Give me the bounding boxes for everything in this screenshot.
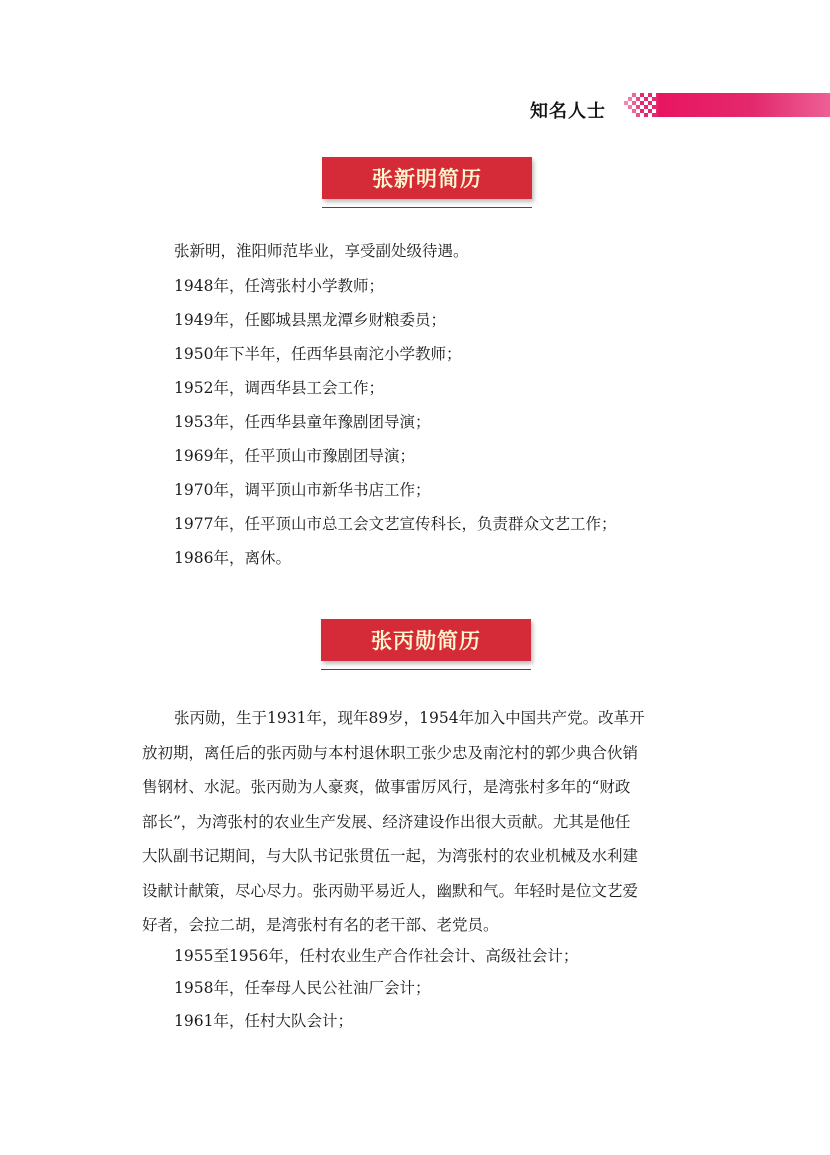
bio-line: 张新明，淮阳师范毕业，享受副处级待遇。 [174, 242, 469, 260]
paragraph-line: 大队副书记期间，与大队书记张贯伍一起，为湾张村的农业机械及水利建 [142, 847, 639, 865]
chapter-label: 知名人士 [530, 101, 606, 122]
bio-line: 1953年，任西华县童年豫剧团导演； [174, 413, 431, 431]
bio-line: 1955至1956年，任村农业生产合作社会计、高级社会计； [174, 947, 579, 965]
bio-line: 1948年，任湾张村小学教师； [174, 277, 384, 295]
section-title-rule [321, 669, 531, 670]
paragraph-line: 售钢材、水泥。张丙勋为人豪爽，做事雷厉风行，是湾张村多年的“财政 [142, 778, 631, 796]
section-title-zhang-xinming [322, 157, 532, 209]
header-accent-bar [658, 93, 830, 117]
bio-line: 1949年，任郾城县黑龙潭乡财粮委员； [174, 311, 446, 329]
bio-line: 1958年，任奉母人民公社油厂会计； [174, 979, 431, 997]
bio-line: 1969年，任平顶山市豫剧团导演； [174, 447, 415, 465]
section-title-text: 张丙勋简历 [371, 629, 481, 653]
section-title-text: 张新明简历 [372, 167, 482, 191]
paragraph-line: 部长”，为湾张村的农业生产发展、经济建设作出很大贡献。尤其是他任 [142, 812, 631, 831]
paragraph-line: 好者，会拉二胡，是湾张村有名的老干部、老党员。 [142, 916, 499, 934]
section-title-rule [322, 207, 532, 208]
bio-line: 1970年，调平顶山市新华书店工作； [174, 481, 431, 499]
bio-line: 1986年，离休。 [174, 549, 291, 567]
bio-paragraph [142, 701, 658, 943]
section-title-zhang-bingxun [321, 619, 531, 671]
bio-line: 1961年，任村大队会计； [174, 1012, 353, 1030]
paragraph-line: 设献计献策，尽心尽力。张丙勋平易近人，幽默和气。年轻时是位文艺爱 [142, 881, 639, 900]
section-title-box [321, 619, 531, 661]
paragraph-line: 张丙勋，生于1931年，现年89岁，1954年加入中国共产党。改革开 [174, 709, 645, 727]
section-title-box [322, 157, 532, 199]
bio-line: 1952年，调西华县工会工作； [174, 379, 384, 397]
bio-line: 1977年，任平顶山市总工会文艺宣传科长，负责群众文艺工作； [174, 515, 617, 533]
bio-line: 1950年下半年，任西华县南沱小学教师； [174, 345, 462, 363]
decorative-pixel-pattern [624, 93, 660, 117]
paragraph-line: 放初期，离任后的张丙勋与本村退休职工张少忠及南沱村的郭少典合伙销 [142, 743, 639, 762]
